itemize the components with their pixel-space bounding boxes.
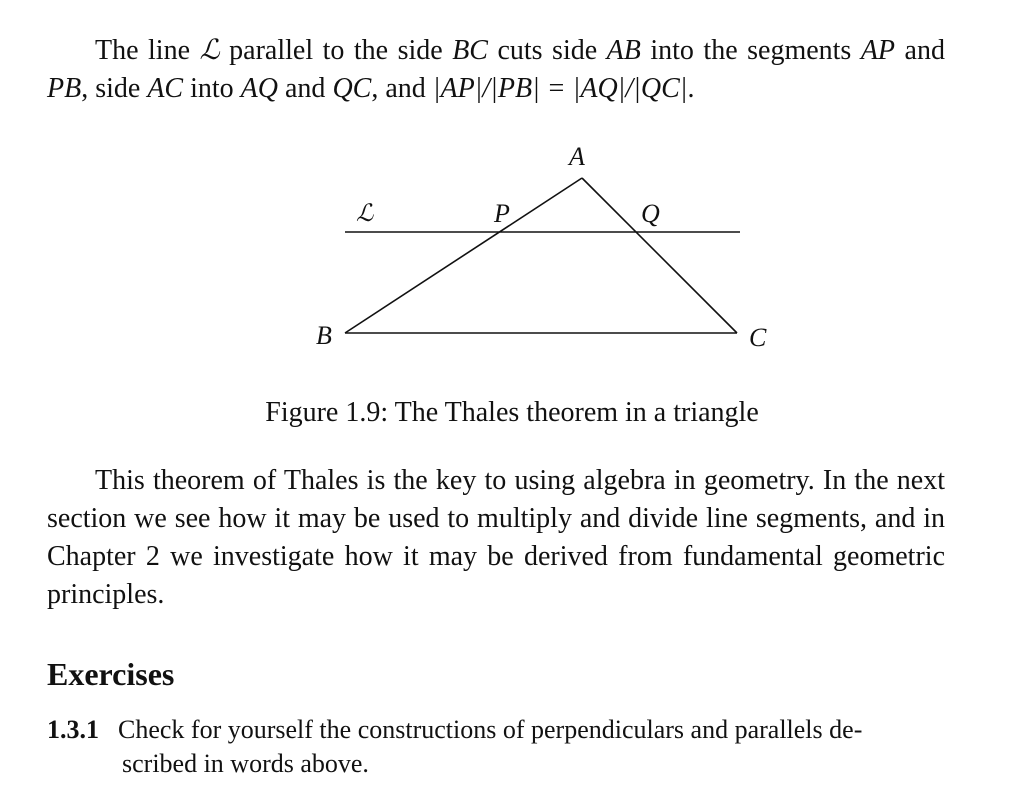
intro-text-8: and — [278, 73, 333, 104]
intro-paragraph — [47, 31, 945, 108]
side-ac: AC — [147, 73, 184, 104]
exercises-heading: Exercises — [47, 656, 175, 692]
vertex-label-b: B — [316, 321, 332, 350]
line-label-l: ℒ — [356, 199, 374, 227]
intro-text: The line — [95, 35, 200, 66]
point-label-q: Q — [641, 199, 660, 228]
intro-text-3: cuts side — [487, 35, 607, 66]
thales-diagram — [300, 140, 790, 360]
intro-text-9: , and — [371, 73, 433, 104]
ratio-equation: |AP|/|PB| = |AQ|/|QC| — [432, 73, 688, 104]
side-ab-line — [345, 178, 582, 333]
segment-qc: QC — [332, 73, 372, 104]
exercise-text-line-2: scribed in words above. — [122, 749, 369, 778]
side-bc: BC — [452, 35, 488, 66]
segment-pb: PB — [47, 73, 82, 104]
vertex-label-a: A — [569, 142, 585, 171]
exercise-item — [47, 713, 945, 778]
intro-text-6: , side — [81, 73, 148, 104]
segment-aq: AQ — [240, 73, 278, 104]
intro-text-2: parallel to the side — [219, 35, 453, 66]
figure-caption: Figure 1.9: The Thales theorem in a triangle — [265, 397, 759, 428]
segment-ap: AP — [860, 35, 896, 66]
intro-text-7: into — [183, 73, 241, 104]
line-symbol: ℒ — [199, 33, 220, 66]
body-paragraph: This theorem of Thales is the key to using algebra in geometry. In the next section we see how it may be used to multiply and divide line segments, and in Chapter 2 we investigate how it may be derived from fundamental geometric principles. — [47, 465, 945, 610]
exercise-text-line-1: Check for yourself the constructions of perpendiculars and parallels de- — [118, 715, 863, 744]
intro-text-4: into the segments — [640, 35, 861, 66]
point-label-p: P — [494, 199, 510, 228]
intro-text-end: . — [687, 73, 695, 104]
vertex-label-c: C — [749, 323, 767, 352]
exercise-number: 1.3.1 — [47, 715, 99, 744]
side-ab: AB — [606, 35, 641, 66]
intro-text-5: and — [895, 35, 945, 66]
